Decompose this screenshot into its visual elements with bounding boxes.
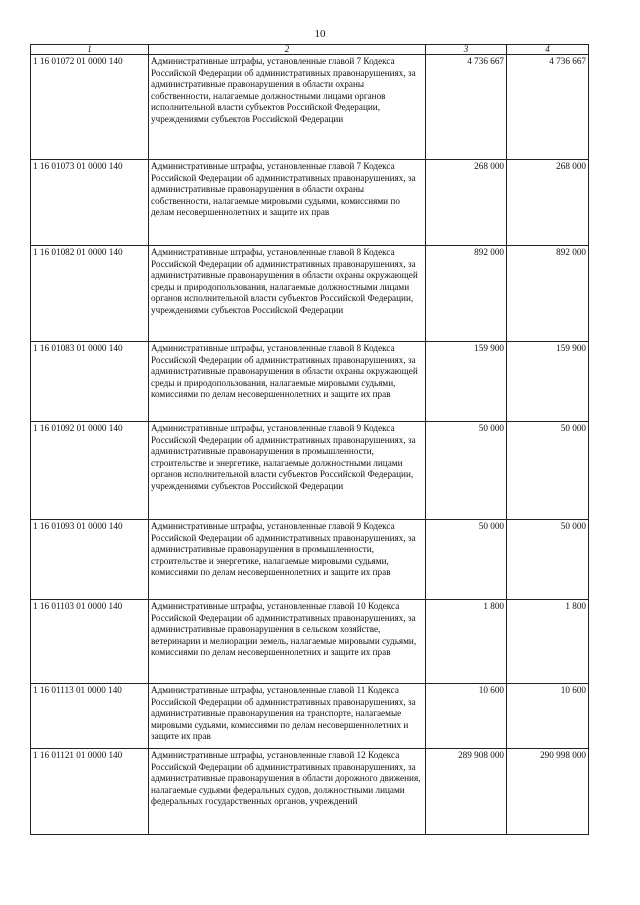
page-number: 10 <box>314 28 326 40</box>
row-description: Административные штрафы, установленные главой 9 Кодекса Российской Федерации об административных правонарушениях, за административные правонарушения в промышленности, строительстве и энергетике, налагаемые должностными лицами органов исполнительной власти субъектов Российской Федерации, учреждениями субъектов Российской Федерации <box>149 422 426 520</box>
row-description: Административные штрафы, установленные главой 8 Кодекса Российской Федерации об административных правонарушениях, за административные правонарушения в области охраны окружающей среды и природопользования, налагаемые должностными лицами органов исполнительной власти субъектов Российской Федерации, учреждениями субъектов Российской Федерации <box>149 246 426 342</box>
row-value-col3: 892 000 <box>426 246 507 342</box>
table-row <box>31 600 589 684</box>
row-code: 1 16 01073 01 0000 140 <box>31 160 149 246</box>
row-description: Административные штрафы, установленные главой 7 Кодекса Российской Федерации об административных правонарушениях, за административные правонарушения в области охраны собственности, налагаемые мировыми судьями, комиссиями по делам несовершеннолетних и защите их прав <box>149 160 426 246</box>
table-row <box>31 246 589 342</box>
row-code: 1 16 01083 01 0000 140 <box>31 342 149 422</box>
row-value-col3: 4 736 667 <box>426 55 507 160</box>
row-code: 1 16 01093 01 0000 140 <box>31 520 149 600</box>
row-value-col4: 159 900 <box>507 342 589 422</box>
row-value-col4: 1 800 <box>507 600 589 684</box>
table-row <box>31 684 589 749</box>
row-value-col3: 10 600 <box>426 684 507 749</box>
row-description: Административные штрафы, установленные главой 7 Кодекса Российской Федерации об административных правонарушениях, за административные правонарушения в области охраны собственности, налагаемые должностными лицами органов исполнительной власти субъектов Российской Федерации, учреждениями субъектов Российской Федерации <box>149 55 426 160</box>
table-header-row <box>31 45 589 55</box>
row-code: 1 16 01082 01 0000 140 <box>31 246 149 342</box>
row-value-col4: 268 000 <box>507 160 589 246</box>
column-header-3: 3 <box>426 45 507 55</box>
budget-table <box>30 44 589 835</box>
row-value-col3: 50 000 <box>426 422 507 520</box>
row-value-col4: 4 736 667 <box>507 55 589 160</box>
table-row <box>31 55 589 160</box>
table-row <box>31 749 589 835</box>
row-value-col4: 50 000 <box>507 520 589 600</box>
column-header-4: 4 <box>507 45 589 55</box>
row-value-col3: 268 000 <box>426 160 507 246</box>
row-value-col4: 10 600 <box>507 684 589 749</box>
row-description: Административные штрафы, установленные главой 9 Кодекса Российской Федерации об административных правонарушениях, за административные правонарушения в промышленности, строительстве и энергетике, налагаемые мировыми судьями, комиссиями по делам несовершеннолетних и защите их прав <box>149 520 426 600</box>
column-header-1: 1 <box>31 45 149 55</box>
row-value-col4: 290 998 000 <box>507 749 589 835</box>
row-code: 1 16 01113 01 0000 140 <box>31 684 149 749</box>
row-value-col4: 892 000 <box>507 246 589 342</box>
column-header-2: 2 <box>149 45 426 55</box>
row-value-col3: 1 800 <box>426 600 507 684</box>
row-code: 1 16 01072 01 0000 140 <box>31 55 149 160</box>
row-code: 1 16 01121 01 0000 140 <box>31 749 149 835</box>
row-value-col3: 289 908 000 <box>426 749 507 835</box>
table-row <box>31 342 589 422</box>
row-value-col3: 159 900 <box>426 342 507 422</box>
row-code: 1 16 01103 01 0000 140 <box>31 600 149 684</box>
table-row <box>31 160 589 246</box>
row-value-col3: 50 000 <box>426 520 507 600</box>
row-description: Административные штрафы, установленные главой 12 Кодекса Российской Федерации об административных правонарушениях, за административные правонарушения в области дорожного движения, налагаемые судьями федеральных судов, должностными лицами федеральных государственных органов, учреждений <box>149 749 426 835</box>
row-value-col4: 50 000 <box>507 422 589 520</box>
row-description: Административные штрафы, установленные главой 8 Кодекса Российской Федерации об административных правонарушениях, за административные правонарушения в области охраны окружающей среды и природопользования, налагаемые мировыми судьями, комиссиями по делам несовершеннолетних и защите их прав <box>149 342 426 422</box>
table-row <box>31 422 589 520</box>
row-description: Административные штрафы, установленные главой 11 Кодекса Российской Федерации об административных правонарушениях, за административные правонарушения на транспорте, налагаемые мировыми судьями, комиссиями по делам несовершеннолетних и защите их прав <box>149 684 426 749</box>
row-description: Административные штрафы, установленные главой 10 Кодекса Российской Федерации об административных правонарушениях, за административные правонарушения в сельском хозяйстве, ветеринарии и мелиорации земель, налагаемые мировыми судьями, комиссиями по делам несовершеннолетних и защите их прав <box>149 600 426 684</box>
table-row <box>31 520 589 600</box>
row-code: 1 16 01092 01 0000 140 <box>31 422 149 520</box>
